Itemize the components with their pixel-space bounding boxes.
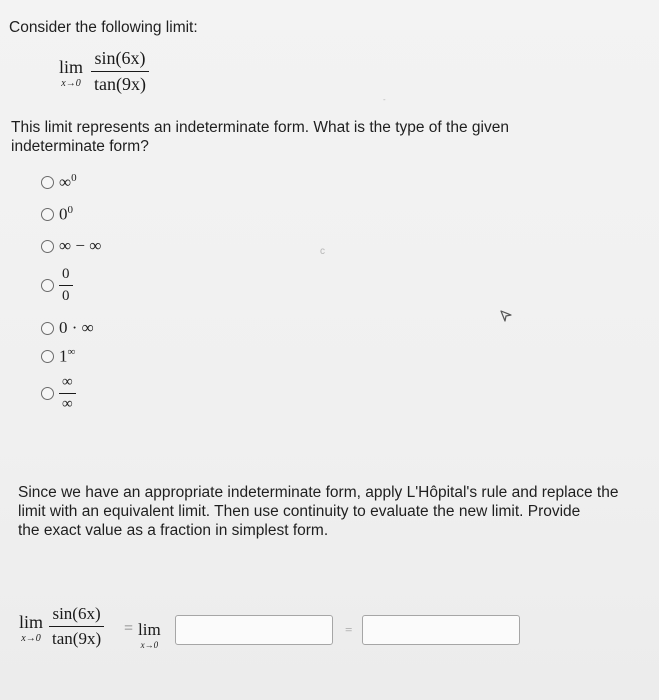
prompt-line-2: indeterminate form? [11, 138, 149, 155]
limit-operator [59, 58, 83, 89]
q2-line-3: the exact value as a fraction in simplest form. [18, 522, 329, 539]
option-inf-pow-0[interactable] [41, 172, 77, 193]
limit-fraction [49, 604, 104, 649]
option-label: ∞ − ∞ [59, 236, 102, 255]
radio-button[interactable] [41, 240, 54, 253]
faint-mark: c [320, 246, 325, 257]
radio-button[interactable] [41, 208, 54, 221]
mouse-cursor-icon [499, 309, 513, 323]
fraction-denominator: ∞ [59, 393, 76, 413]
fraction-denominator: tan(9x) [49, 626, 104, 649]
option-label: ∞$^0$ [59, 172, 77, 192]
option-label: $0^0$ [59, 204, 73, 224]
option-0-over-0[interactable] [41, 266, 73, 305]
limit-expression [59, 48, 149, 95]
final-value-input[interactable] [362, 615, 520, 645]
lim-word: lim [138, 620, 161, 639]
derivative-expression-input[interactable] [175, 615, 333, 645]
option-fraction [59, 266, 73, 305]
limit-operator [19, 613, 43, 644]
equals-sign: = [124, 620, 134, 637]
limit-fraction [91, 48, 149, 95]
prompt-line-1: This limit represents an indeterminate form. What is the type of the given [11, 119, 509, 136]
fraction-denominator: 0 [59, 285, 73, 305]
option-label: 1∞ [59, 346, 76, 366]
lim-word: lim [19, 612, 44, 632]
radio-button[interactable] [41, 322, 54, 335]
fraction-numerator: 0 [62, 266, 70, 282]
limit-operator-2 [138, 621, 161, 650]
radio-button[interactable] [41, 350, 54, 363]
fraction-numerator: sin(6x) [52, 604, 101, 623]
q2-line-1: Since we have an appropriate indeterminate form, apply L'Hôpital's rule and replace the [18, 484, 619, 501]
faint-mark: - [383, 95, 386, 104]
radio-button[interactable] [41, 279, 54, 292]
option-0-pow-0[interactable] [41, 204, 73, 225]
lim-subscript: x→0 [140, 640, 159, 650]
lim-word: lim [59, 57, 84, 77]
fraction-numerator: sin(6x) [94, 48, 146, 68]
option-0-times-inf[interactable] [41, 318, 94, 338]
fraction-numerator: ∞ [62, 374, 73, 390]
lim-subscript: x→0 [21, 633, 41, 644]
radio-button[interactable] [41, 176, 54, 189]
option-inf-over-inf[interactable] [41, 374, 76, 413]
q2-line-2: limit with an equivalent limit. Then use continuity to evaluate the new limit. Provide [18, 503, 581, 520]
fraction-denominator: tan(9x) [91, 71, 149, 95]
intro-text: Consider the following limit: [9, 19, 198, 36]
limit-expression-2 [19, 604, 104, 649]
lim-subscript: x→0 [61, 78, 81, 89]
equals-sign-2: = [345, 622, 353, 637]
option-inf-minus-inf[interactable] [41, 236, 101, 256]
option-fraction [59, 374, 76, 413]
option-label: 0 · ∞ [59, 318, 94, 337]
radio-button[interactable] [41, 387, 54, 400]
option-1-pow-inf[interactable] [41, 346, 75, 367]
